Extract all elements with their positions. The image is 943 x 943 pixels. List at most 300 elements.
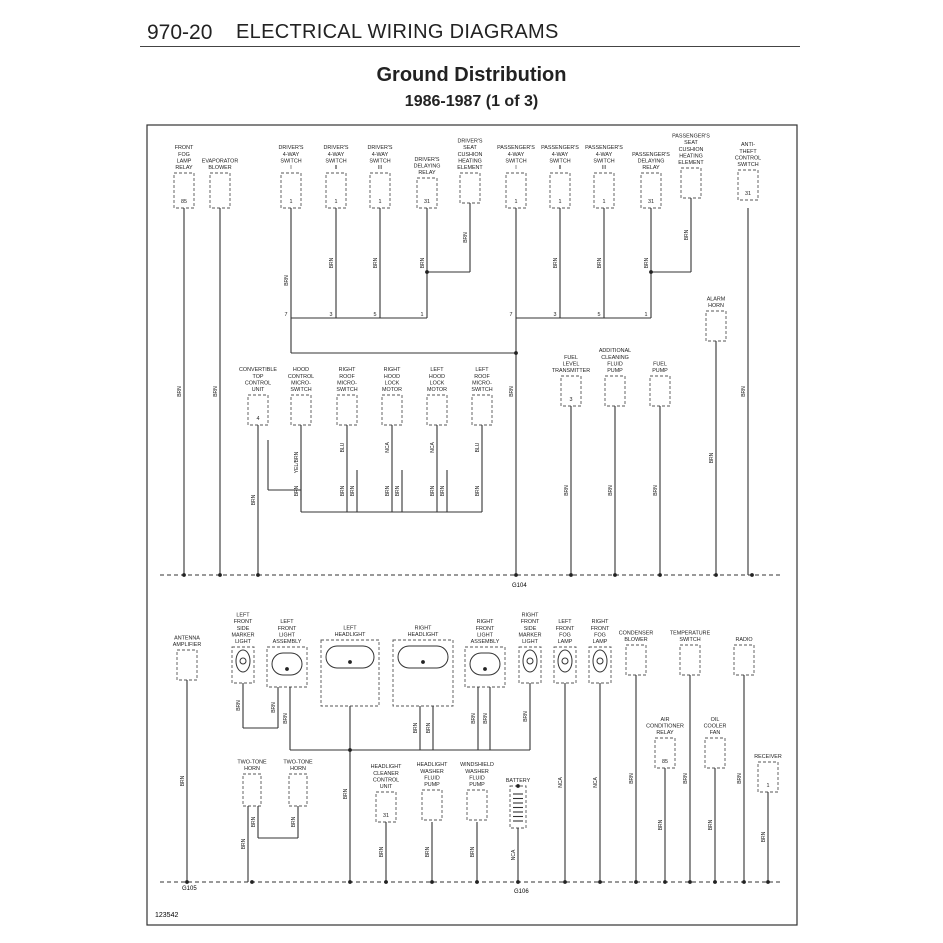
splice-dot	[514, 573, 518, 577]
pin-number: 1	[289, 199, 293, 205]
wire-color-label: BRN	[608, 485, 614, 496]
splice-dot	[425, 270, 429, 274]
pin-number: 1	[514, 199, 518, 205]
component-label-line: FRONT	[174, 145, 194, 152]
wire-color-label: BRN	[294, 485, 300, 497]
diagram-frame	[147, 125, 797, 925]
component-label-line: CONTROL	[287, 373, 315, 380]
component-box	[337, 395, 357, 425]
pin-number: 4	[256, 416, 260, 422]
wire-color-label: BRN	[684, 229, 690, 241]
lamp-box	[519, 647, 541, 683]
component-label-line: SIDE	[523, 625, 537, 632]
ground-g105-label: G105	[182, 886, 197, 892]
pin-number: 31	[424, 199, 430, 205]
wire-color-label: BRN	[644, 257, 650, 269]
component-label-line: HOOD	[428, 373, 446, 380]
component-label-line: FUEL	[564, 354, 578, 361]
splice-dot	[514, 351, 518, 355]
component-label-line: MARKER	[518, 632, 542, 639]
component-label-line: LAMP	[557, 639, 573, 645]
component-label-line: SWITCH	[593, 158, 615, 165]
pin-number: 3	[569, 397, 573, 403]
component-label-line: CONTROL	[244, 380, 272, 387]
wire-color-label: BRN	[483, 713, 489, 724]
component-label-line: SIDE	[236, 625, 250, 632]
component-label-line: FLUID	[469, 775, 485, 782]
splice-dot	[742, 880, 746, 884]
component-label-line: OIL	[710, 716, 720, 723]
component-box	[680, 645, 700, 675]
wire-color-label: BRN	[683, 773, 689, 784]
wire-color-label: BRN	[470, 846, 476, 858]
component-label-line: 4-WAY	[327, 151, 345, 158]
diagram-subtitle: 1986-1987 (1 of 3)	[404, 93, 539, 110]
wire-color-label: BRN	[329, 257, 335, 269]
component-label-line: RELAY	[175, 165, 193, 171]
component-label-line: AIR	[660, 716, 670, 723]
wire-color-label: BRN	[271, 702, 277, 713]
splice-dot	[430, 880, 434, 884]
component-box	[243, 774, 261, 806]
component-label-line: LOCK	[429, 380, 445, 387]
component-label-line: CONDENSER	[618, 630, 654, 637]
splice-dot	[766, 880, 770, 884]
splice-dot	[658, 573, 662, 577]
component-label-line: RELAY	[656, 730, 674, 736]
splice-dot	[421, 660, 425, 664]
wire-color-label: BRN	[251, 816, 257, 828]
pin-number: 1	[378, 199, 382, 205]
component-label-line: PUMP	[607, 368, 623, 374]
splice-dot	[613, 573, 617, 577]
component-box	[681, 168, 701, 198]
wire-color-label: BRN	[629, 773, 635, 784]
component-label-line: RECEIVER	[754, 754, 782, 760]
component-label-line: 4-WAY	[507, 151, 525, 158]
wire-color-label: BRN	[430, 485, 436, 497]
wire-color-label: NCA	[593, 777, 599, 788]
wire-color-label: BRN	[420, 257, 426, 269]
component-label-line: RIGHT	[521, 612, 539, 619]
section-title: ELECTRICAL WIRING DIAGRAMS	[236, 21, 559, 43]
wire-color-label: NCA	[430, 442, 436, 453]
component-label-line: SEAT	[684, 140, 698, 147]
component-label-line: LIGHT	[235, 639, 251, 645]
component-label-line: PASSENGER'S	[585, 145, 623, 152]
component-label-line: RIGHT	[383, 367, 401, 374]
page-number: 970-20	[147, 21, 213, 44]
splice-dot	[483, 667, 487, 671]
wire-color-label: BRN	[379, 846, 385, 858]
component-label-line: CONTROL	[734, 155, 762, 162]
component-label-line: ELEMENT	[678, 160, 704, 166]
junction-pin: 1	[420, 312, 424, 318]
junction-pin: 7	[509, 312, 513, 318]
component-label-line: TWO-TONE	[237, 759, 267, 766]
junction-pin: 3	[329, 312, 333, 318]
diagram-title: Ground Distribution	[376, 64, 567, 86]
component-box	[467, 790, 487, 820]
component-label-line: LEVEL	[562, 361, 580, 368]
component-label-line: SWITCH	[336, 387, 358, 393]
component-box	[650, 376, 670, 406]
component-label-line: DRIVER'S	[367, 145, 393, 152]
splice-dot	[563, 880, 567, 884]
splice-dot	[475, 880, 479, 884]
component-label-line: MICRO-	[337, 380, 357, 387]
component-label-line: PASSENGER'S	[497, 145, 535, 152]
component-box	[422, 790, 442, 820]
component-label-line: HEADLIGHT	[370, 764, 402, 771]
component-label-line: FRONT	[475, 625, 495, 632]
component-label-line: MARKER	[231, 632, 255, 639]
component-label-line: TWO-TONE	[283, 759, 313, 766]
splice-dot	[663, 880, 667, 884]
wire-color-label: BRN	[180, 775, 186, 787]
component-label-line: II	[334, 165, 338, 171]
splice-dot	[348, 748, 352, 752]
component-label-line: COOLER	[703, 723, 727, 730]
component-label-line: LEFT	[558, 619, 572, 626]
component-box	[427, 395, 447, 425]
component-label-line: ASSEMBLY	[272, 639, 302, 645]
component-label-line: 4-WAY	[551, 151, 569, 158]
component-label-line: HEADLIGHT	[416, 762, 448, 769]
wire-color-label: BRN	[395, 485, 401, 497]
wire-color-label: BRN	[213, 386, 219, 397]
component-label-line: WASHER	[465, 768, 489, 775]
splice-dot	[713, 880, 717, 884]
component-label-line: SWITCH	[471, 387, 493, 393]
wire-color-label: BRN	[523, 711, 529, 722]
splice-dot	[569, 573, 573, 577]
component-label-line: ALARM	[706, 296, 726, 303]
component-label-line: RIGHT	[414, 625, 432, 632]
component-box	[706, 311, 726, 341]
figure-id: 123542	[155, 912, 179, 919]
component-label-line: RADIO	[735, 637, 753, 643]
component-label-line: RIGHT	[338, 367, 356, 374]
wire-color-label: BRN	[737, 773, 743, 784]
headlight-bulb-icon	[398, 646, 448, 668]
component-label-line: II	[558, 165, 562, 171]
component-label-line: FOG	[594, 632, 606, 639]
splice-dot	[218, 573, 222, 577]
component-label-line: CLEANING	[601, 354, 629, 361]
wire-color-label: BRN	[761, 831, 767, 843]
wire-color-label: BLU	[475, 442, 481, 453]
component-label-line: ELEMENT	[457, 165, 483, 171]
component-label-line: FRONT	[520, 619, 540, 626]
wire-color-label: BRN	[553, 257, 559, 269]
component-label-line: SWITCH	[280, 158, 302, 165]
filament-icon	[527, 658, 533, 664]
component-label-line: RELAY	[642, 165, 660, 171]
component-label-line: HOOD	[383, 373, 401, 380]
wire-color-label: BRN	[463, 232, 469, 243]
component-label-line: LEFT	[475, 367, 489, 374]
component-label-line: FRONT	[555, 625, 575, 632]
wire-color-label: BRN	[709, 452, 715, 464]
junction-pin: 5	[373, 312, 377, 318]
component-label-line: III	[377, 165, 383, 171]
wire-color-label: BRN	[597, 257, 603, 269]
wire-color-label: BRN	[284, 275, 290, 286]
splice-dot	[750, 573, 754, 577]
wire-color-label: BRN	[236, 700, 242, 711]
splice-dot	[182, 573, 186, 577]
ground-g106-label: G106	[514, 889, 529, 895]
component-box	[626, 645, 646, 675]
wire-color-label: BRN	[741, 386, 747, 397]
component-label-line: CLEANER	[373, 770, 399, 777]
component-label-line: CUSHION	[678, 146, 704, 153]
lamp-box	[589, 647, 611, 683]
component-label-line: BLOWER	[208, 165, 232, 171]
component-label-line: FRONT	[590, 625, 610, 632]
component-label-line: SWITCH	[369, 158, 391, 165]
headlight-box	[393, 640, 453, 706]
component-label-line: LOCK	[384, 380, 400, 387]
component-label-line: PASSENGER'S	[541, 145, 579, 152]
junction-pin: 1	[644, 312, 648, 318]
component-label-line: HEADLIGHT	[334, 632, 366, 638]
component-label-line: PASSENGER'S	[632, 151, 670, 158]
component-label-line: I	[515, 165, 517, 171]
component-label-line: CUSHION	[457, 151, 483, 158]
wire-color-label: BRN	[283, 713, 289, 724]
component-label-line: ANTI-	[740, 142, 756, 149]
component-label-line: AMPLIFIER	[172, 642, 202, 648]
component-label-line: I	[290, 165, 292, 171]
component-label-line: LEFT	[280, 619, 294, 626]
wire-color-label: BRN	[425, 846, 431, 858]
component-label-line: HEADLIGHT	[407, 632, 439, 638]
splice-dot	[688, 880, 692, 884]
bulb-icon	[593, 650, 607, 672]
component-label-line: HORN	[290, 766, 306, 772]
wire-color-label: BRN	[708, 819, 714, 831]
wire-color-label: BRN	[509, 386, 515, 397]
component-label-line: FRONT	[233, 619, 253, 626]
wire-color-label: BRN	[440, 485, 446, 497]
component-label-line: RIGHT	[591, 619, 609, 626]
splice-dot	[384, 880, 388, 884]
filament-icon	[597, 658, 603, 664]
lamp-box	[232, 647, 254, 683]
component-label-line: ANTENNA	[174, 635, 200, 642]
splice-dot	[714, 573, 718, 577]
component-label-line: PASSENGER'S	[672, 133, 710, 140]
wire-color-label: BRN	[340, 485, 346, 497]
component-label-line: BLOWER	[624, 637, 648, 643]
wire-color-label: BRN	[177, 386, 183, 397]
component-label-line: PUMP	[424, 782, 440, 788]
lamp-box	[554, 647, 576, 683]
pin-number: 1	[334, 199, 338, 205]
splice-dot	[348, 660, 352, 664]
splice-dot	[285, 667, 289, 671]
component-label-line: WINDSHIELD	[460, 762, 494, 769]
component-label-line: BATTERY	[505, 778, 531, 784]
pin-number: 1	[558, 199, 562, 205]
pin-number: 1	[766, 783, 770, 789]
pin-number: 1	[602, 199, 606, 205]
component-label-line: FRONT	[277, 625, 297, 632]
component-label-line: FOG	[559, 632, 571, 639]
component-label-line: MOTOR	[427, 387, 447, 393]
component-box	[734, 645, 754, 675]
pin-number: 31	[648, 199, 654, 205]
component-label-line: TOP	[252, 373, 264, 380]
component-label-line: FLUID	[424, 775, 440, 782]
component-label-line: FAN	[709, 730, 721, 736]
component-label-line: RELAY	[418, 170, 436, 176]
wire-color-label: BLU	[340, 442, 346, 453]
component-label-line: HOOD	[292, 367, 310, 374]
pin-number: 31	[383, 813, 389, 819]
component-label-line: LIGHT	[522, 639, 538, 645]
filament-icon	[562, 658, 568, 664]
component-box	[605, 376, 625, 406]
component-label-line: ROOF	[339, 373, 355, 380]
component-label-line: DRIVER'S	[323, 145, 349, 152]
wire-color-label: BRN	[564, 485, 570, 496]
component-label-line: SWITCH	[737, 162, 759, 168]
component-label-line: UNIT	[251, 387, 265, 393]
component-label-line: LEFT	[236, 612, 250, 619]
bulb-icon	[236, 650, 250, 672]
component-label-line: SWITCH	[679, 637, 701, 643]
junction-pin: 7	[284, 312, 288, 318]
wire-color-label: BRN	[385, 485, 391, 497]
component-label-line: SWITCH	[549, 158, 571, 165]
component-label-line: ASSEMBLY	[470, 639, 500, 645]
component-box	[210, 173, 230, 208]
headlight-bulb-icon	[272, 653, 302, 675]
wire-color-label: BRN	[373, 257, 379, 269]
wire-color-label: BRN	[251, 494, 257, 506]
headlight-bulb-icon	[470, 653, 500, 675]
component-label-line: DRIVER'S	[457, 138, 483, 145]
splice-dot	[516, 784, 520, 788]
splice-dot	[256, 573, 260, 577]
splice-dot	[516, 880, 520, 884]
wire-color-label: BRN	[653, 485, 659, 496]
component-box	[705, 738, 725, 768]
component-label-line: DRIVER'S	[414, 156, 440, 163]
ground-g104-label: G104	[512, 583, 527, 589]
splice-dot	[348, 880, 352, 884]
component-label-line: UNIT	[379, 784, 393, 790]
wire-color-label: NCA	[558, 777, 564, 788]
splice-dot	[598, 880, 602, 884]
component-label-line: ADDITIONAL	[598, 348, 632, 355]
component-label-line: MICRO-	[472, 380, 492, 387]
junction-pin: 5	[597, 312, 601, 318]
component-label-line: SWITCH	[505, 158, 527, 165]
component-label-line: DELAYING	[637, 158, 665, 165]
wire-color-label: BRN	[471, 713, 477, 724]
component-box	[289, 774, 307, 806]
wire-color-label: BRN	[475, 485, 481, 497]
pin-number: 85	[662, 759, 668, 765]
component-label-line: THEFT	[739, 148, 757, 155]
component-box	[472, 395, 492, 425]
component-label-line: RIGHT	[476, 619, 494, 626]
component-box	[460, 173, 480, 203]
component-label-line: 4-WAY	[371, 151, 389, 158]
component-label-line: CONDITIONER	[646, 723, 684, 730]
component-label-line: DELAYING	[413, 163, 441, 170]
component-label-line: CONVERTIBLE	[239, 367, 277, 374]
splice-dot	[649, 270, 653, 274]
component-label-line: SEAT	[463, 145, 477, 152]
component-label-line: LIGHT	[477, 632, 493, 639]
component-label-line: ROOF	[474, 373, 490, 380]
component-label-line: SWITCH	[290, 387, 312, 393]
wire-color-label: BRN	[658, 819, 664, 831]
component-label-line: III	[601, 165, 607, 171]
component-label-line: PUMP	[469, 782, 485, 788]
wire-color-label: BRN	[291, 816, 297, 828]
bulb-icon	[523, 650, 537, 672]
component-label-line: SWITCH	[325, 158, 347, 165]
component-label-line: HEATING	[458, 158, 482, 165]
component-label-line: MICRO-	[291, 380, 311, 387]
wire-color-label: BRN	[413, 722, 419, 734]
component-label-line: EVAPORATOR	[201, 158, 239, 165]
component-label-line: FLUID	[607, 361, 623, 368]
component-label-line: LIGHT	[279, 632, 295, 639]
splice-dot	[250, 880, 254, 884]
wire-color-label: BRN	[343, 788, 349, 800]
component-label-line: WASHER	[420, 768, 444, 775]
splice-dot	[634, 880, 638, 884]
splice-dot	[185, 880, 189, 884]
component-label-line: HORN	[708, 303, 724, 309]
component-label-line: FUEL	[653, 361, 667, 368]
wire-color-label: BRN	[241, 838, 247, 850]
junction-pin: 3	[553, 312, 557, 318]
component-label-line: FOG	[178, 151, 190, 158]
component-label-line: PUMP	[652, 368, 668, 374]
bulb-icon	[558, 650, 572, 672]
wire-color-label: NCA	[385, 442, 391, 453]
component-label-line: 4-WAY	[282, 151, 300, 158]
wire-color-label: YEL/BRN	[294, 451, 300, 474]
component-box	[382, 395, 402, 425]
component-label-line: LAMP	[176, 158, 192, 165]
component-label-line: 4-WAY	[595, 151, 613, 158]
component-label-line: LEFT	[343, 625, 357, 632]
component-label-line: TEMPERATURE	[669, 630, 711, 637]
component-label-line: CONTROL	[372, 777, 400, 784]
component-box	[291, 395, 311, 425]
component-label-line: DRIVER'S	[278, 145, 304, 152]
component-label-line: LAMP	[592, 639, 608, 645]
component-label-line: LEFT	[430, 367, 444, 374]
component-box	[177, 650, 197, 680]
headlight-bulb-icon	[326, 646, 374, 668]
component-label-line: TRANSMITTER	[551, 368, 591, 374]
component-label-line: HORN	[244, 766, 260, 772]
component-label-line: HEATING	[679, 153, 703, 160]
wire-color-label: NCA	[511, 849, 517, 861]
pin-number: 31	[745, 191, 751, 197]
component-label-line: MOTOR	[382, 387, 402, 393]
